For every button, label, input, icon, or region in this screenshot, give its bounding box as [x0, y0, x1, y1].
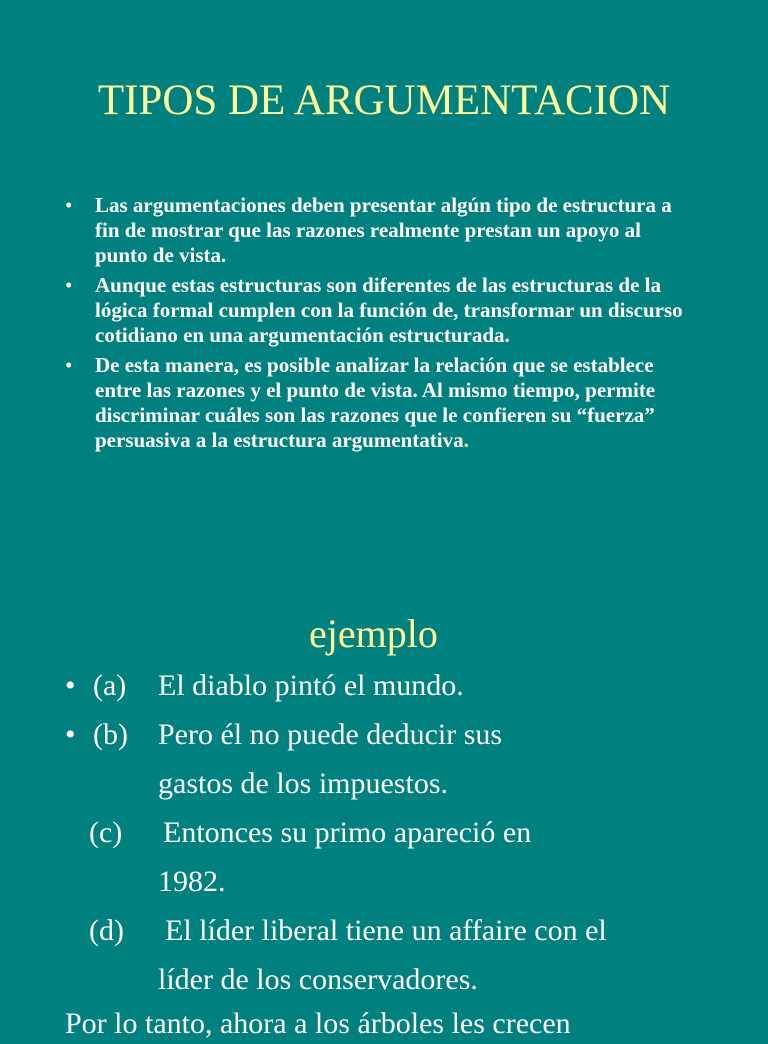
example-d-line-2: líder de los conservadores.: [158, 963, 478, 996]
bullet-text: De esta manera, es posible analizar la relación que se establece entre las razones y el punto de vista. Al mismo tiempo, permite discriminar cuáles son las razones que le confieren su “fuerza” persuasiva a la estructura argumentativa: [95, 353, 656, 452]
example-c-line-1: Entonces su primo apareció en: [163, 816, 532, 849]
example-b-line-1: Pero él no puede deducir sus: [158, 718, 503, 751]
bullet-marker: •: [65, 353, 73, 377]
example-heading: ejemplo: [309, 611, 438, 656]
example-a-label: (a): [93, 669, 127, 702]
example-c-label: (c): [89, 816, 123, 849]
bullet-accent-period: .: [463, 428, 469, 452]
example-c-line-2: 1982.: [158, 865, 226, 898]
example-a-marker: •: [65, 669, 76, 702]
example-d-label: (d): [89, 914, 124, 947]
example-b-line-2: gastos de los impuestos.: [158, 767, 448, 800]
example-b-marker: •: [65, 718, 76, 751]
bullet-item: [0, 353, 695, 453]
example-b-label: (b): [93, 718, 128, 751]
bullet-item: [0, 273, 695, 348]
bullet-marker: •: [65, 193, 73, 217]
bullet-text: Las argumentaciones deben presentar algún tipo de estructura a fin de mostrar que las razones realmente prestan un apoyo al punto de vista.: [95, 193, 672, 267]
bullet-list: [0, 193, 768, 458]
example-a-line-1: El diablo pintó el mundo.: [158, 669, 464, 702]
bullet-marker: •: [65, 273, 73, 297]
bullet-item: [0, 193, 695, 268]
bullet-text: Aunque estas estructuras son diferentes de las estructuras de la lógica formal cumplen con la función de, transformar un discurso cotidiano en una argumentación estructurada.: [95, 273, 683, 347]
example-conclusion: Por lo tanto, ahora a los árboles les crecen: [65, 1007, 571, 1040]
example-d-line-1: El líder liberal tiene un affaire con el: [165, 914, 607, 947]
slide-title: TIPOS DE ARGUMENTACION: [97, 77, 671, 124]
